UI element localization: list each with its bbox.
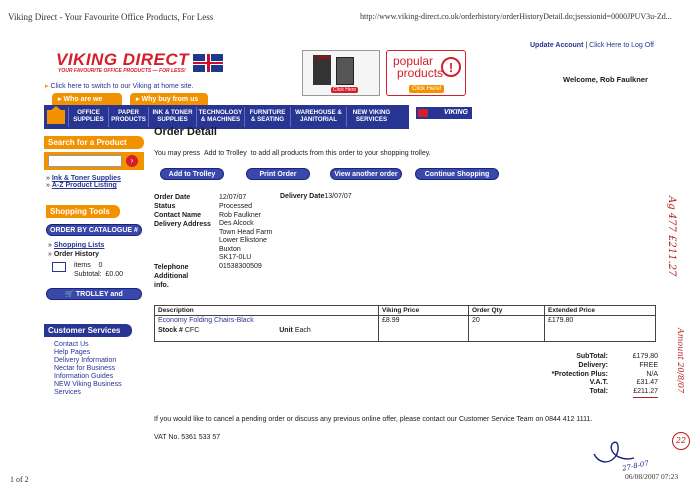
- exclamation-icon: !: [441, 57, 461, 77]
- page-count: 1 of 2: [10, 475, 29, 484]
- cs-link[interactable]: Services: [54, 389, 81, 396]
- arrow-right-icon: ▸: [45, 83, 49, 90]
- search-box: [44, 152, 144, 170]
- order-history-link[interactable]: Order History: [53, 251, 99, 258]
- arrow-right-icon: ▸: [58, 96, 64, 103]
- order-totals: SubTotal: £179.80 Delivery: FREE *Protection Plus: N/A V.A.T. £31.47 Total: £211.27: [540, 353, 658, 398]
- delivery-address: Des Alcock Town Head Farm Lower Elkstone Buxton SK17-0LU: [219, 220, 273, 262]
- shopping-tools-title: Shopping Tools: [46, 205, 120, 218]
- customer-services-title: Customer Services: [44, 324, 132, 337]
- add-to-trolley-button[interactable]: Add to Trolley: [160, 168, 224, 180]
- sidebar-links: [46, 175, 121, 189]
- cs-link[interactable]: Contact Us: [54, 341, 89, 348]
- cs-link[interactable]: Information Guides: [54, 373, 114, 380]
- col-description: Description: [155, 306, 379, 316]
- arrow-right-icon: ▸: [136, 96, 142, 103]
- home-icon[interactable]: [47, 110, 65, 124]
- item-extended: £179.80: [545, 316, 656, 342]
- handwritten-note: Ag 477 £211.27: [666, 196, 677, 277]
- view-another-order-button[interactable]: View another order: [330, 168, 402, 180]
- arrow-right-icon: »: [48, 251, 54, 258]
- home-site-link[interactable]: ▸ Click here to switch to our Viking at home site.: [45, 83, 194, 90]
- browser-url: http://www.viking-direct.co.uk/orderhistory/orderHistoryDetail.do;jsessionid=0000JPUV3u-Zd...: [360, 12, 672, 21]
- print-order-button[interactable]: Print Order: [246, 168, 310, 180]
- arrow-right-icon: »: [48, 242, 54, 249]
- logout-link[interactable]: Click Here to Log Off: [589, 42, 654, 49]
- nav-office-supplies[interactable]: OFFICE SUPPLIES: [68, 107, 108, 127]
- handwritten-note: Amount 20/8/07: [676, 328, 685, 394]
- table-row: [155, 316, 656, 342]
- subtotal: Subtotal: £0.00: [74, 271, 124, 278]
- arrow-right-icon: »: [46, 175, 52, 182]
- tab-why-buy[interactable]: ▸ Why buy from us: [130, 93, 208, 105]
- az-listing-link[interactable]: A-Z Product Listing: [51, 182, 117, 189]
- phone-label: Telephone Additional info.: [154, 264, 189, 289]
- cart-icon: 🛒: [65, 291, 74, 298]
- nav-ink-toner[interactable]: INK & TONER SUPPLIES: [148, 107, 196, 127]
- nav-new-services[interactable]: NEW VIKING SERVICES: [346, 107, 396, 127]
- tagline: YOUR FAVOURITE OFFICE PRODUCTS — FOR LESS!: [58, 68, 186, 74]
- search-input[interactable]: [48, 155, 122, 167]
- items-count: items 0: [74, 262, 103, 269]
- shopping-lists-link[interactable]: Shopping Lists: [53, 242, 105, 249]
- order-values: 12/07/07 Processed Rob Faulkner: [219, 194, 262, 219]
- phone-value: 01538300509: [219, 263, 262, 270]
- col-viking-price: Viking Price: [379, 306, 469, 316]
- viking-nav-logo[interactable]: VIKING: [416, 107, 472, 119]
- update-account-link[interactable]: Update Account: [530, 42, 584, 49]
- col-extended-price: Extended Price: [545, 306, 656, 316]
- nav-furniture[interactable]: FURNITURE & SEATING: [244, 107, 290, 127]
- ink-cartridge-icon: [336, 57, 354, 85]
- order-items-table: [154, 305, 656, 342]
- uk-flag-icon: [193, 54, 223, 72]
- cancel-note: If you would like to cancel a pending order or discuss any previous online offer, please contact our Customer Service Team on 0844 412 1111.: [154, 416, 593, 423]
- add-to-trolley-link[interactable]: Add to Trolley: [203, 150, 247, 157]
- cs-link[interactable]: Delivery Information: [54, 357, 117, 364]
- welcome-text: Welcome, Rob Faulkner: [563, 75, 648, 84]
- nav-technology[interactable]: TECHNOLOGY & MACHINES: [196, 107, 244, 127]
- intro-text: You may press Add to Trolley to add all products from this order to your shopping trolley.: [154, 150, 431, 157]
- item-qty: 20: [469, 316, 545, 342]
- cs-link[interactable]: Help Pages: [54, 349, 91, 356]
- tools-links: [48, 241, 104, 259]
- search-go-icon[interactable]: ›: [126, 155, 138, 167]
- viking-logo[interactable]: VIKING DIRECT: [56, 50, 190, 69]
- handwritten-circle: 22: [672, 432, 690, 450]
- account-links: Update Account | Click Here to Log Off: [530, 42, 654, 49]
- handwritten-date: 27-8-07: [621, 459, 650, 473]
- order-info: Order Date Status Contact Name Delivery Address: [154, 194, 211, 228]
- browser-page-title: Viking Direct - Your Favourite Office Products, For Less: [8, 12, 214, 22]
- customer-services-links: [54, 341, 122, 397]
- arrow-right-icon: »: [46, 182, 52, 189]
- ink-toner-link[interactable]: Ink & Toner Supplies: [51, 175, 121, 182]
- canon-ad-banner[interactable]: Canon Click Here: [302, 50, 380, 96]
- cs-link[interactable]: NEW Viking Business: [54, 381, 122, 388]
- vat-number: VAT No. 5361 533 57: [154, 434, 221, 441]
- search-title: Search for a Product: [44, 136, 144, 149]
- col-order-qty: Order Qty: [469, 306, 545, 316]
- trolley-icon: [52, 262, 66, 272]
- trolley-checkout-button[interactable]: 🛒 TROLLEY and CHECKOUT: [46, 288, 142, 300]
- continue-shopping-button[interactable]: Continue Shopping: [415, 168, 499, 180]
- popular-products-ad[interactable]: popular products ! Click Here!: [386, 50, 466, 96]
- delivery-date: Delivery Date13/07/07: [280, 193, 352, 200]
- item-description: Economy Folding Chairs-Black Stock # CFC Unit Each: [155, 316, 379, 342]
- print-date: 06/08/2007 07:23: [625, 472, 679, 481]
- nav-paper-products[interactable]: PAPER PRODUCTS: [108, 107, 148, 127]
- tab-who-are-we[interactable]: ▸ Who are we: [52, 93, 122, 105]
- nav-warehouse[interactable]: WAREHOUSE & JANITORIAL: [290, 107, 346, 127]
- page-title: Order Detail: [154, 126, 217, 138]
- item-price: £8.99: [379, 316, 469, 342]
- cs-link[interactable]: Nectar for Business: [54, 365, 116, 372]
- main-nav: [44, 105, 409, 129]
- order-by-catalogue-button[interactable]: ORDER BY CATALOGUE #: [46, 224, 142, 236]
